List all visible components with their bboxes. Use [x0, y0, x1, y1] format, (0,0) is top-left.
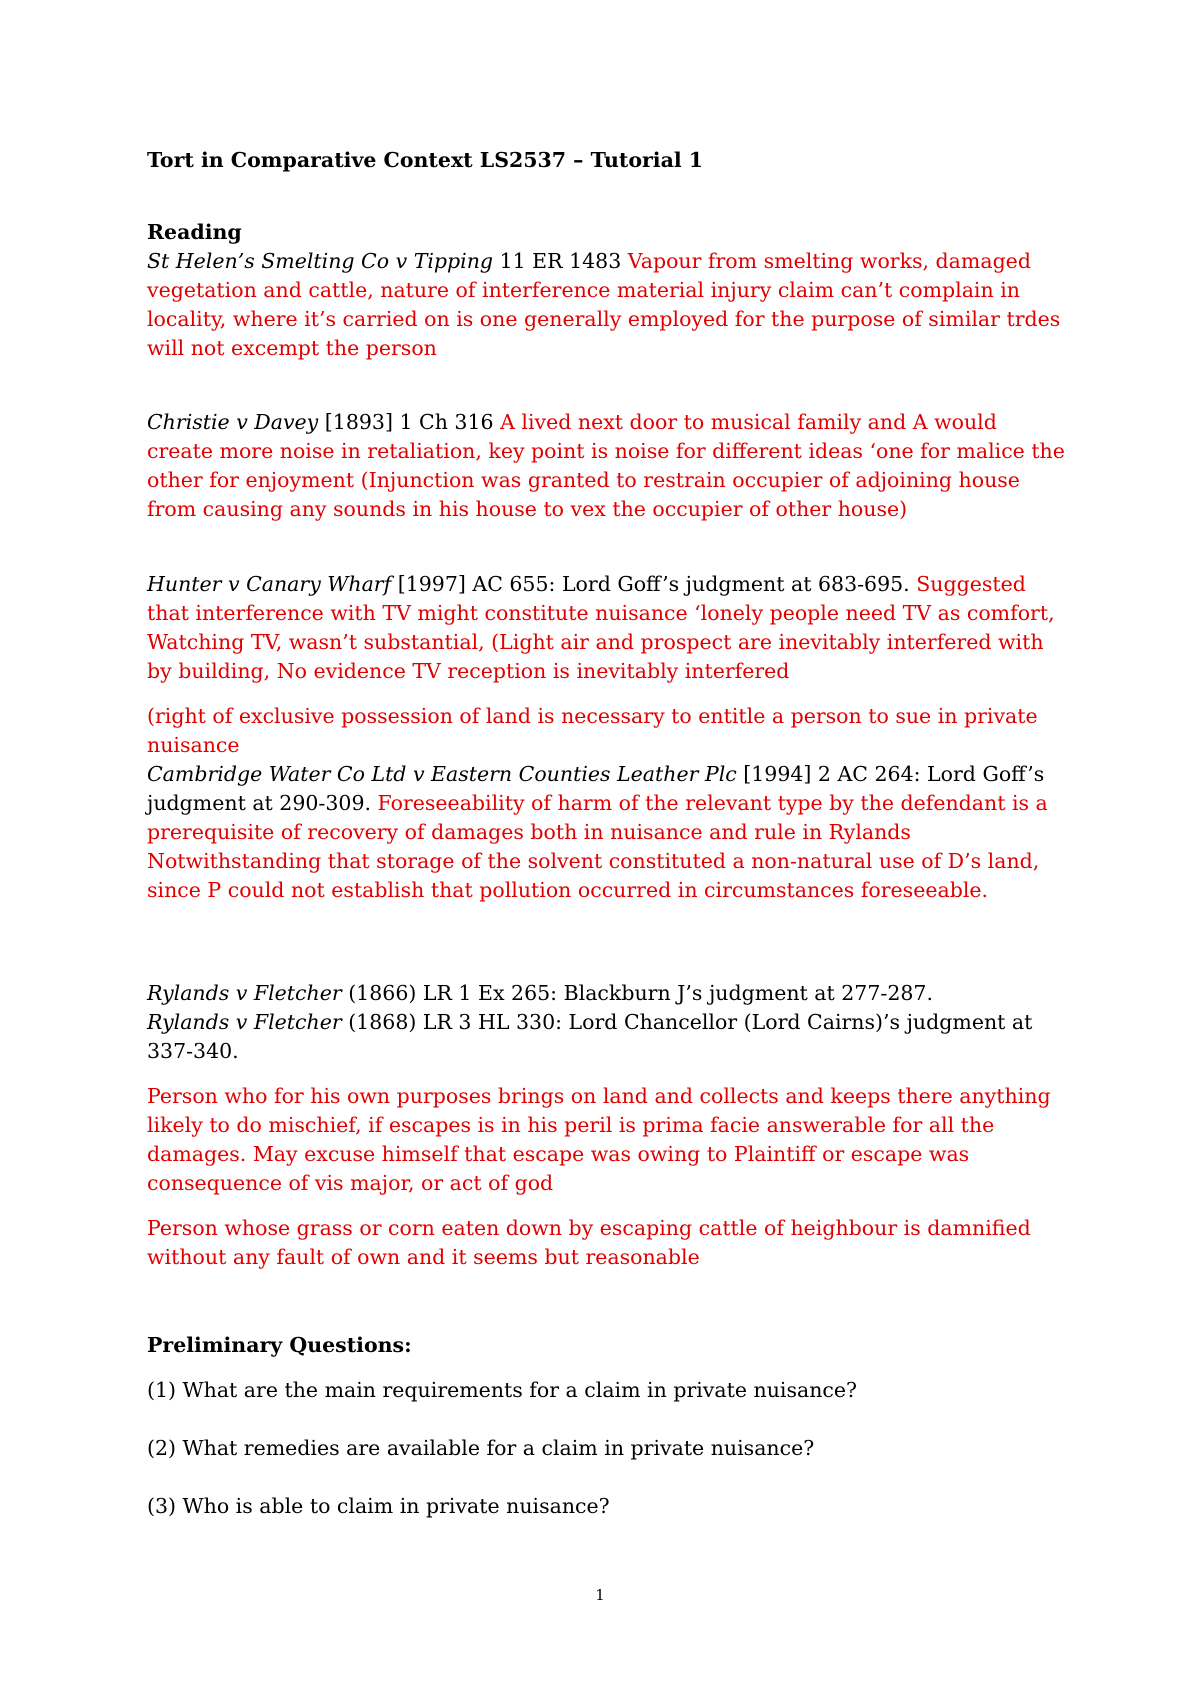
page-number: 1 [595, 1586, 605, 1604]
question-1-block [147, 1376, 1067, 1405]
case-note: A lived next door to musical family and A would create more noise in retaliation, key point is noise for different ideas ‘one for malice the other for enjoyment (Injunction was granted to restrain occupier of adjoining house from causing any sounds in his house to vex the occupier of other house) [147, 410, 1065, 521]
case-name: St Helen’s Smelting Co v Tipping [147, 249, 494, 273]
reading-section-5 [147, 979, 1067, 1066]
question-3-block [147, 1492, 1067, 1521]
case-name: Christie v Davey [147, 410, 319, 434]
document-title-block [147, 146, 1067, 175]
case-citation: (1868) LR 3 HL 330: Lord Chancellor (Lord Cairns)’s judgment at 337-340. [147, 1010, 1033, 1063]
case-entry-cambridge-water [147, 760, 1067, 905]
case-entry-rylands-1868 [147, 1008, 1067, 1066]
reading-section-4 [147, 702, 1067, 905]
case-citation: [1997] AC 655: Lord Goff’s judgment at 683-695. [391, 572, 917, 596]
question-3: (3) Who is able to claim in private nuisance? [147, 1494, 610, 1518]
questions-heading: Preliminary Questions: [147, 1333, 412, 1357]
question-2-block [147, 1434, 1067, 1463]
case-name: Rylands v Fletcher [147, 1010, 342, 1034]
case-note: Vapour from smelting works, damaged vegetation and cattle, nature of interference material injury claim can’t complain in locality, where it’s carried on is one generally employed for the purpose of similar trdes will not excempt the person [147, 249, 1061, 360]
reading-section-2 [147, 408, 1067, 524]
case-name: Hunter v Canary Wharf [147, 572, 392, 596]
questions-heading-block [147, 1331, 1067, 1360]
case-citation: [1994] 2 AC 264: Lord Goff’s judgment at 290-309. [147, 762, 1045, 815]
case-name: Rylands v Fletcher [147, 981, 342, 1005]
rylands-note-2: Person whose grass or corn eaten down by escaping cattle of heighbour is damnified without any fault of own and it seems but reasonable [147, 1216, 1031, 1269]
note-exclusive-possession: (right of exclusive possession of land is necessary to entitle a person to sue in private nuisance [147, 704, 1038, 757]
case-name: Cambridge Water Co Ltd v Eastern Counties Leather Plc [147, 762, 737, 786]
rylands-note-1-block [147, 1082, 1067, 1198]
reading-heading: Reading [147, 220, 242, 244]
case-entry-hunter [147, 570, 1067, 686]
document-title: Tort in Comparative Context LS2537 – Tutorial 1 [147, 148, 704, 172]
rylands-note-1: Person who for his own purposes brings on land and collects and keeps there anything likely to do mischief, if escapes is in his peril is prima facie answerable for all the damages. May excuse himself that escape was owing to Plaintiff or escape was consequence of vis major, or act of god [147, 1084, 1051, 1195]
case-entry-st-helens [147, 247, 1067, 363]
rylands-note-2-block [147, 1214, 1067, 1272]
case-citation: (1866) LR 1 Ex 265: Blackburn J’s judgment at 277-287. [341, 981, 933, 1005]
case-entry-rylands-1866 [147, 979, 1067, 1008]
reading-section-1 [147, 218, 1067, 363]
question-2: (2) What remedies are available for a claim in private nuisance? [147, 1436, 815, 1460]
case-entry-christie [147, 408, 1067, 524]
case-note: Foreseeability of harm of the relevant type by the defendant is a prerequisite of recovery of damages both in nuisance and rule in Rylands Notwithstanding that storage of the solvent constituted a non-natural use of D’s land, since P could not establish that pollution occurred in circumstances foreseeable. [147, 791, 1048, 902]
case-citation: 11 ER 1483 [493, 249, 628, 273]
question-1: (1) What are the main requirements for a claim in private nuisance? [147, 1378, 858, 1402]
case-citation: [1893] 1 Ch 316 [318, 410, 501, 434]
case-note: Suggested that interference with TV might constitute nuisance ‘lonely people need TV as comfort, Watching TV, wasn’t substantial, (Light air and prospect are inevitably interfered with by building, No evidence TV reception is inevitably interfered [147, 572, 1055, 683]
reading-section-3 [147, 570, 1067, 686]
